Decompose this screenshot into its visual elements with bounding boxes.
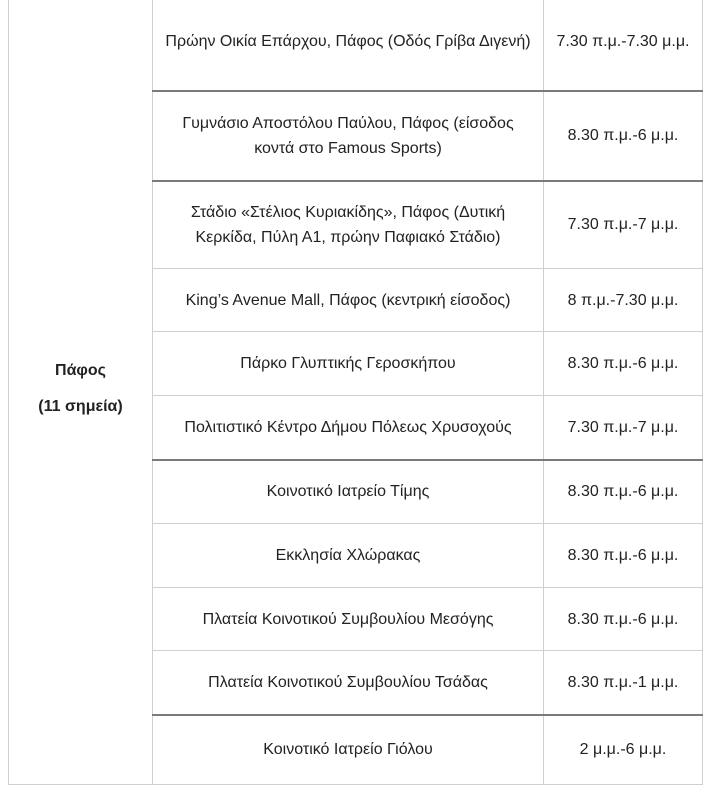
opening-hours: 8.30 π.μ.-1 μ.μ. [544, 651, 703, 715]
location-name: Πλατεία Κοινοτικού Συμβουλίου Τσάδας [153, 651, 544, 715]
table-row [9, 0, 703, 91]
location-name: Κοινοτικό Ιατρείο Τίμης [153, 460, 544, 524]
region-name: Πάφος [55, 361, 106, 379]
opening-hours: 8.30 π.μ.-6 μ.μ. [544, 588, 703, 651]
location-name: Πλατεία Κοινοτικού Συμβουλίου Μεσόγης [153, 588, 544, 651]
opening-hours: 8.30 π.μ.-6 μ.μ. [544, 460, 703, 524]
region-cell [9, 0, 153, 785]
opening-hours: 8.30 π.μ.-6 μ.μ. [544, 91, 703, 181]
opening-hours: 7.30 π.μ.-7 μ.μ. [544, 181, 703, 269]
location-name: Στάδιο «Στέλιος Κυριακίδης», Πάφος (Δυτική Κερκίδα, Πύλη Α1, πρώην Παφιακό Στάδιο) [153, 181, 544, 269]
region-count: (11 σημεία) [38, 397, 123, 415]
opening-hours: 8.30 π.μ.-6 μ.μ. [544, 524, 703, 588]
opening-hours: 2 μ.μ.-6 μ.μ. [544, 715, 703, 785]
opening-hours: 7.30 π.μ.-7 μ.μ. [544, 396, 703, 460]
location-name: Πάρκο Γλυπτικής Γεροσκήπου [153, 332, 544, 396]
opening-hours: 8 π.μ.-7.30 μ.μ. [544, 269, 703, 332]
location-name: Εκκλησία Χλώρακας [153, 524, 544, 588]
location-name: Πολιτιστικό Κέντρο Δήμου Πόλεως Χρυσοχούς [153, 396, 544, 460]
opening-hours: 8.30 π.μ.-6 μ.μ. [544, 332, 703, 396]
location-name: Γυμνάσιο Αποστόλου Παύλου, Πάφος (είσοδος κοντά στο Famous Sports) [153, 91, 544, 181]
location-name: Κοινοτικό Ιατρείο Γιόλου [153, 715, 544, 785]
locations-table [8, 0, 703, 785]
location-name: King’s Avenue Mall, Πάφος (κεντρική είσοδος) [153, 269, 544, 332]
opening-hours: 7.30 π.μ.-7.30 μ.μ. [544, 0, 703, 91]
location-name: Πρώην Οικία Επάρχου, Πάφος (Οδός Γρίβα Διγενή) [153, 0, 544, 91]
